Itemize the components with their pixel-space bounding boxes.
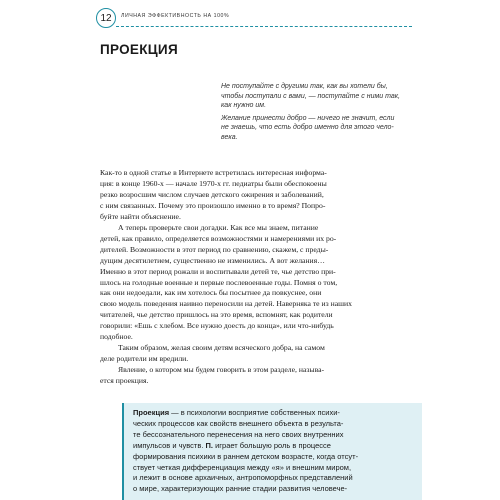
text-line: детей, как правило, определяется возможностями и намерениями их ро- <box>100 233 337 243</box>
text-line: Как-то в одной статье в Интернете встретилась интересная информа- <box>100 168 327 177</box>
epigraph-line: как нужно им. <box>221 102 267 110</box>
text-line: говорили: «Ешь с хлебом. Все нужно доесть до конца», или что-нибудь <box>100 321 334 331</box>
text-line: ется проекция. <box>100 376 149 386</box>
text-line: Именно в этот период рожали и воспитывали детей те, чье детство при- <box>100 266 336 276</box>
text-line: А теперь проверьте свои догадки. Как все мы знаем, питание <box>118 222 319 232</box>
definition-line: ствует четкая дифференциация между «я» и внешним миром, <box>133 462 352 472</box>
epigraph-quote-1 <box>221 82 417 111</box>
epigraph-line: века. <box>221 133 238 141</box>
text-line: дителей. Возможности в этот период по сравнению, скажем, с преды- <box>100 244 329 254</box>
text-line: подобное. <box>100 332 133 342</box>
text-line: ция: в конце 1960-х — начале 1970-х гг. педиатры были обеспокоены <box>100 178 327 188</box>
running-head: ЛИЧНАЯ ЭФФЕКТИВНОСТЬ НА 100% <box>121 13 230 19</box>
epigraph-line: Не поступайте с другими так, как вы хотели бы, <box>221 83 388 90</box>
text-line: шлось на голодные военные и первые послевоенные годы. Помня о том, <box>100 277 338 287</box>
definition-line <box>133 441 422 452</box>
body-text <box>100 168 416 387</box>
text-line: Таким образом, желая своим детям всяческого добра, на самом <box>118 343 325 353</box>
text-line: как они недоедали, как им хотелось бы посытнее да повкуснее, они <box>100 288 322 298</box>
epigraph-line: Желание принести добро — ничего не значит, если <box>221 114 395 122</box>
paragraph-1 <box>100 168 416 223</box>
epigraph-line: чтобы поступали с вами, — поступайте с ними так, <box>221 92 400 100</box>
page-number: 12 <box>100 12 112 24</box>
epigraph-line: не знаешь, что есть добро именно для этого чело- <box>221 124 394 132</box>
definition-line: те бессознательного перенесения на него своих внутренних <box>133 429 344 439</box>
definition-line: ческих процессов как свойств внешнего объекта в результа- <box>133 418 344 428</box>
definition-line: о мире, характеризующих ранние стадии развития человече- <box>133 484 348 494</box>
text-line: буйте найти объяснение. <box>100 211 181 221</box>
text-line: читателей, чье детство пришлось на это время, вспомнят, как родители <box>100 310 333 320</box>
text-line: свою модель поведения наивно переносили на детей. Наверняка те из наших <box>100 299 352 309</box>
definition-text: играет большую роль в процессе <box>213 440 331 450</box>
definition-text: импульсов и чувств. <box>133 440 206 450</box>
text-line: деле родители им вредили. <box>100 354 189 364</box>
page-number-badge <box>96 8 116 28</box>
definition-term: Проекция <box>133 408 170 417</box>
text-line: с ним связанных. Почему это произошло именно в то время? Попро- <box>100 200 326 210</box>
definition-abbr: П. <box>205 440 214 450</box>
definition-line: и лежит в основе архаичных, антропоморфных представлений <box>133 473 353 483</box>
header-divider <box>116 26 412 27</box>
text-line: резко возросшим числом случаев детского ожирения и заболеваний, <box>100 189 324 199</box>
epigraph-quote-2 <box>221 114 417 143</box>
definition-line: формирования психики в раннем детском возрасте, когда отсут- <box>133 451 359 461</box>
text-line: дущим десятилетием, существенно не изменились. А вот желания… <box>100 255 325 265</box>
text-line: Явление, о котором мы будем говорить в этом разделе, называ- <box>118 365 325 375</box>
page-header <box>96 8 412 32</box>
paragraph-3 <box>100 343 416 365</box>
epigraph <box>221 82 417 146</box>
paragraph-4 <box>100 365 416 387</box>
definition-line <box>133 408 422 419</box>
paragraph-2 <box>100 223 416 343</box>
definition-text: — в психологии восприятие собственных психи- <box>169 408 340 417</box>
definition-box <box>122 403 422 500</box>
section-title: ПРОЕКЦИЯ <box>100 42 178 57</box>
